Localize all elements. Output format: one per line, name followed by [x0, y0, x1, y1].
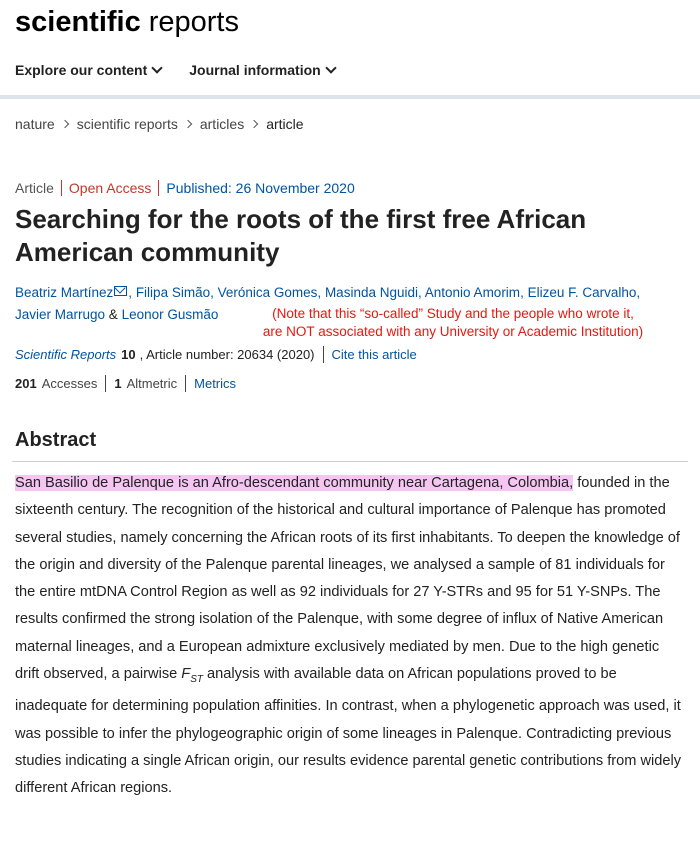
author-conjunction: & — [108, 307, 118, 322]
article-number: , Article number: 20634 (2020) — [139, 347, 315, 362]
logo-bold-text: scientific — [15, 6, 141, 38]
journal-volume: 10 — [121, 347, 136, 362]
breadcrumb-current: article — [266, 116, 304, 132]
breadcrumb-articles[interactable]: articles — [199, 116, 245, 132]
nav-journal-information[interactable] — [189, 62, 334, 84]
metrics-divider — [105, 375, 106, 392]
author-list: Beatriz Martínez , Filipa Simão, Verónica Gomes, Masinda Nguidi, Antonio Amorim, Elizeu F. Carvalho, Javier Marrugo & Leonor Gusmão — [15, 285, 641, 322]
accesses-label: Accesses — [41, 376, 98, 391]
accesses-count: 201 — [15, 376, 37, 391]
citation-divider — [323, 346, 324, 363]
author-link[interactable]: Antonio Amorim — [424, 285, 521, 300]
annotation-note — [228, 305, 678, 341]
author-link[interactable]: Filipa Simão — [135, 285, 211, 300]
logo-thin-text: reports — [148, 6, 239, 38]
author-link[interactable]: Masinda Nguidi — [324, 285, 418, 300]
meta-divider — [158, 180, 159, 196]
fst-letter: F — [181, 666, 191, 683]
author-link[interactable]: Beatriz Martínez — [15, 285, 114, 300]
journal-name[interactable]: Scientific Reports — [15, 347, 117, 362]
abstract-heading: Abstract — [15, 429, 97, 451]
chevron-down-icon — [152, 62, 163, 73]
email-icon[interactable] — [114, 286, 127, 296]
nav-divider — [0, 95, 700, 99]
article-title: Searching for the roots of the first free African American community — [15, 204, 587, 267]
article-meta — [15, 180, 355, 196]
nav-journal-label: Journal information — [189, 62, 321, 78]
abstract-part-1: founded in the sixteenth century. The recognition of the historical and cultural importance of Palenque has promoted several studies, namely concerning the African roots of its first inhabitants. To deepen the knowledge of the origin and diversity of the Palenque parental lineages, we analysed a sample of 81 individuals for the entire mtDNA Control Region as well as 92 individuals for 27 Y-STRs and 95 for 51 Y-SNPs. The results confirmed the strong isolation of the Palenque, with some degree of influx of Native American maternal lineages, and a European admixture exclusively mediated by men. Due to the high genetic drift observed, a pairwise — [15, 475, 680, 683]
author-link[interactable]: Verónica Gomes — [217, 285, 318, 300]
open-access-badge: Open Access — [68, 180, 152, 196]
author-link[interactable]: Elizeu F. Carvalho — [527, 285, 637, 300]
metrics-divider — [185, 375, 186, 392]
annotation-line-1: (Note that this “so-called” Study and the people who wrote it, — [272, 306, 634, 321]
altmetric-count: 1 — [114, 376, 122, 391]
chevron-right-icon — [250, 120, 258, 128]
published-date: Published: 26 November 2020 — [166, 180, 355, 196]
author-link[interactable]: Leonor Gusmão — [121, 307, 219, 322]
author-link[interactable]: Javier Marrugo — [15, 307, 106, 322]
abstract-part-2: analysis with available data on African populations proved to be inadequate for determining population affinities. In contrast, when a phylogenetic approach was used, it was possible to infer the phylogeographic origin of some lineages in Palenque. Contradicting previous studies indicating a single African origin, our results evidence parental genetic contributions from widely different African regions. — [15, 666, 681, 797]
nav-explore-label: Explore our content — [15, 62, 148, 78]
breadcrumb-nature[interactable]: nature — [15, 116, 55, 132]
main-nav — [15, 62, 363, 84]
chevron-right-icon — [60, 120, 68, 128]
fst-symbol — [181, 666, 203, 685]
metrics-link[interactable]: Metrics — [194, 376, 237, 391]
abstract-divider — [12, 461, 688, 462]
chevron-right-icon — [184, 120, 192, 128]
journal-logo[interactable] — [15, 6, 239, 39]
nav-explore-content[interactable] — [15, 62, 161, 84]
article-type: Article — [15, 180, 54, 196]
abstract-text — [15, 470, 687, 802]
fst-subscript: ST — [190, 673, 203, 685]
annotation-line-2: are NOT associated with any University or Academic Institution) — [262, 324, 644, 339]
meta-divider — [61, 180, 62, 196]
article-metrics — [15, 375, 236, 392]
chevron-down-icon — [325, 62, 336, 73]
breadcrumb — [15, 116, 304, 132]
altmetric-label: Altmetric — [126, 376, 178, 391]
cite-this-article-link[interactable]: Cite this article — [331, 347, 417, 362]
site-header — [0, 0, 700, 50]
breadcrumb-scientific-reports[interactable]: scientific reports — [76, 116, 178, 132]
citation-line — [15, 346, 417, 363]
highlighted-sentence: San Basilio de Palenque is an Afro-descendant community near Cartagena, Colombia, — [15, 475, 574, 491]
